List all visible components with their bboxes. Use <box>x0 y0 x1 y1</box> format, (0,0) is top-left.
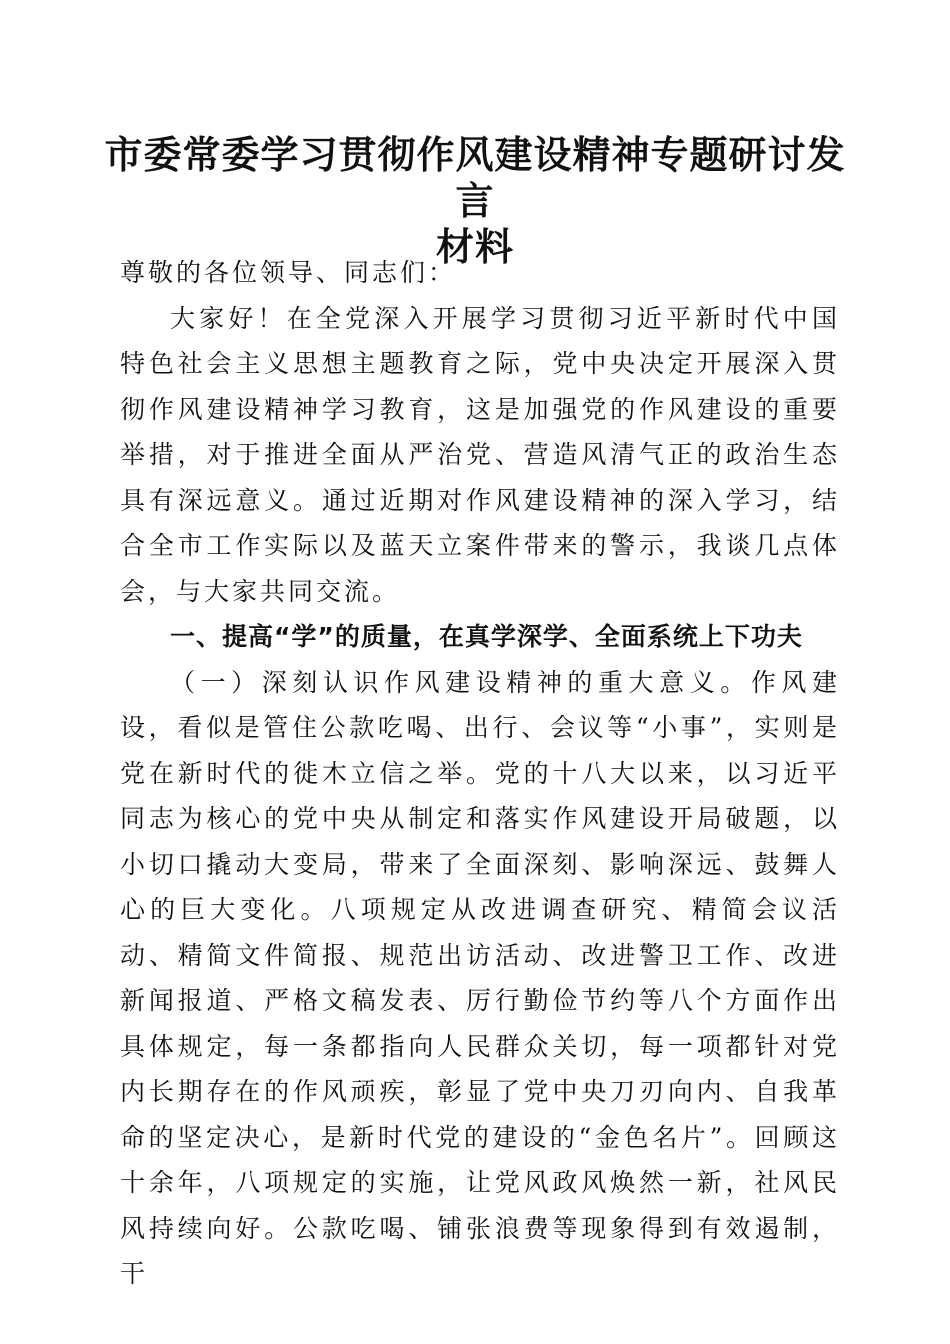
document-body <box>120 250 840 1297</box>
paragraph-intro: 大家好！在全党深入开展学习贯彻习近平新时代中国特色社会主义思想主题教育之际，党中央决定开展深入贯彻作风建设精神学习教育，这是加强党的作风建设的重要举措，对于推进全面从严治党、营造风清气正的政治生态具有深远意义。通过近期对作风建设精神的深入学习，结合全市工作实际以及蓝天立案件带来的警示，我谈几点体会，与大家共同交流。 <box>120 303 840 606</box>
title-line-2: 材料 <box>435 224 514 269</box>
section-heading-1: 一、提高“学”的质量，在真学深学、全面系统上下功夫 <box>170 622 803 651</box>
title-line-1: 市委常委学习贯彻作风建设精神专题研讨发言 <box>104 132 846 223</box>
paragraph-section-1-1: （一）深刻认识作风建设精神的重大意义。作风建设，看似是管住公款吃喝、出行、会议等“小事”，实则是党在新时代的徙木立信之举。党的十八大以来，以习近平同志为核心的党中央从制定和落实作风建设开局破题，以小切口撬动大变局，带来了全面深刻、影响深远、鼓舞人心的巨大变化。八项规定从改进调查研究、精简会议活动、精简文件简报、规范出访活动、改进警卫工作、改进新闻报道、严格文稿发表、厉行勤俭节约等八个方面作出具体规定，每一条都指向人民群众关切，每一项都针对党内长期存在的作风顽疾，彰显了党中央刀刃向内、自我革命的坚定决心，是新时代党的建设的“金色名片”。回顾这十余年，八项规定的实施，让党风政风焕然一新，社风民风持续向好。公款吃喝、铺张浪费等现象得到有效遏制，干 <box>120 667 840 1288</box>
greeting: 尊敬的各位领导、同志们： <box>120 258 457 287</box>
